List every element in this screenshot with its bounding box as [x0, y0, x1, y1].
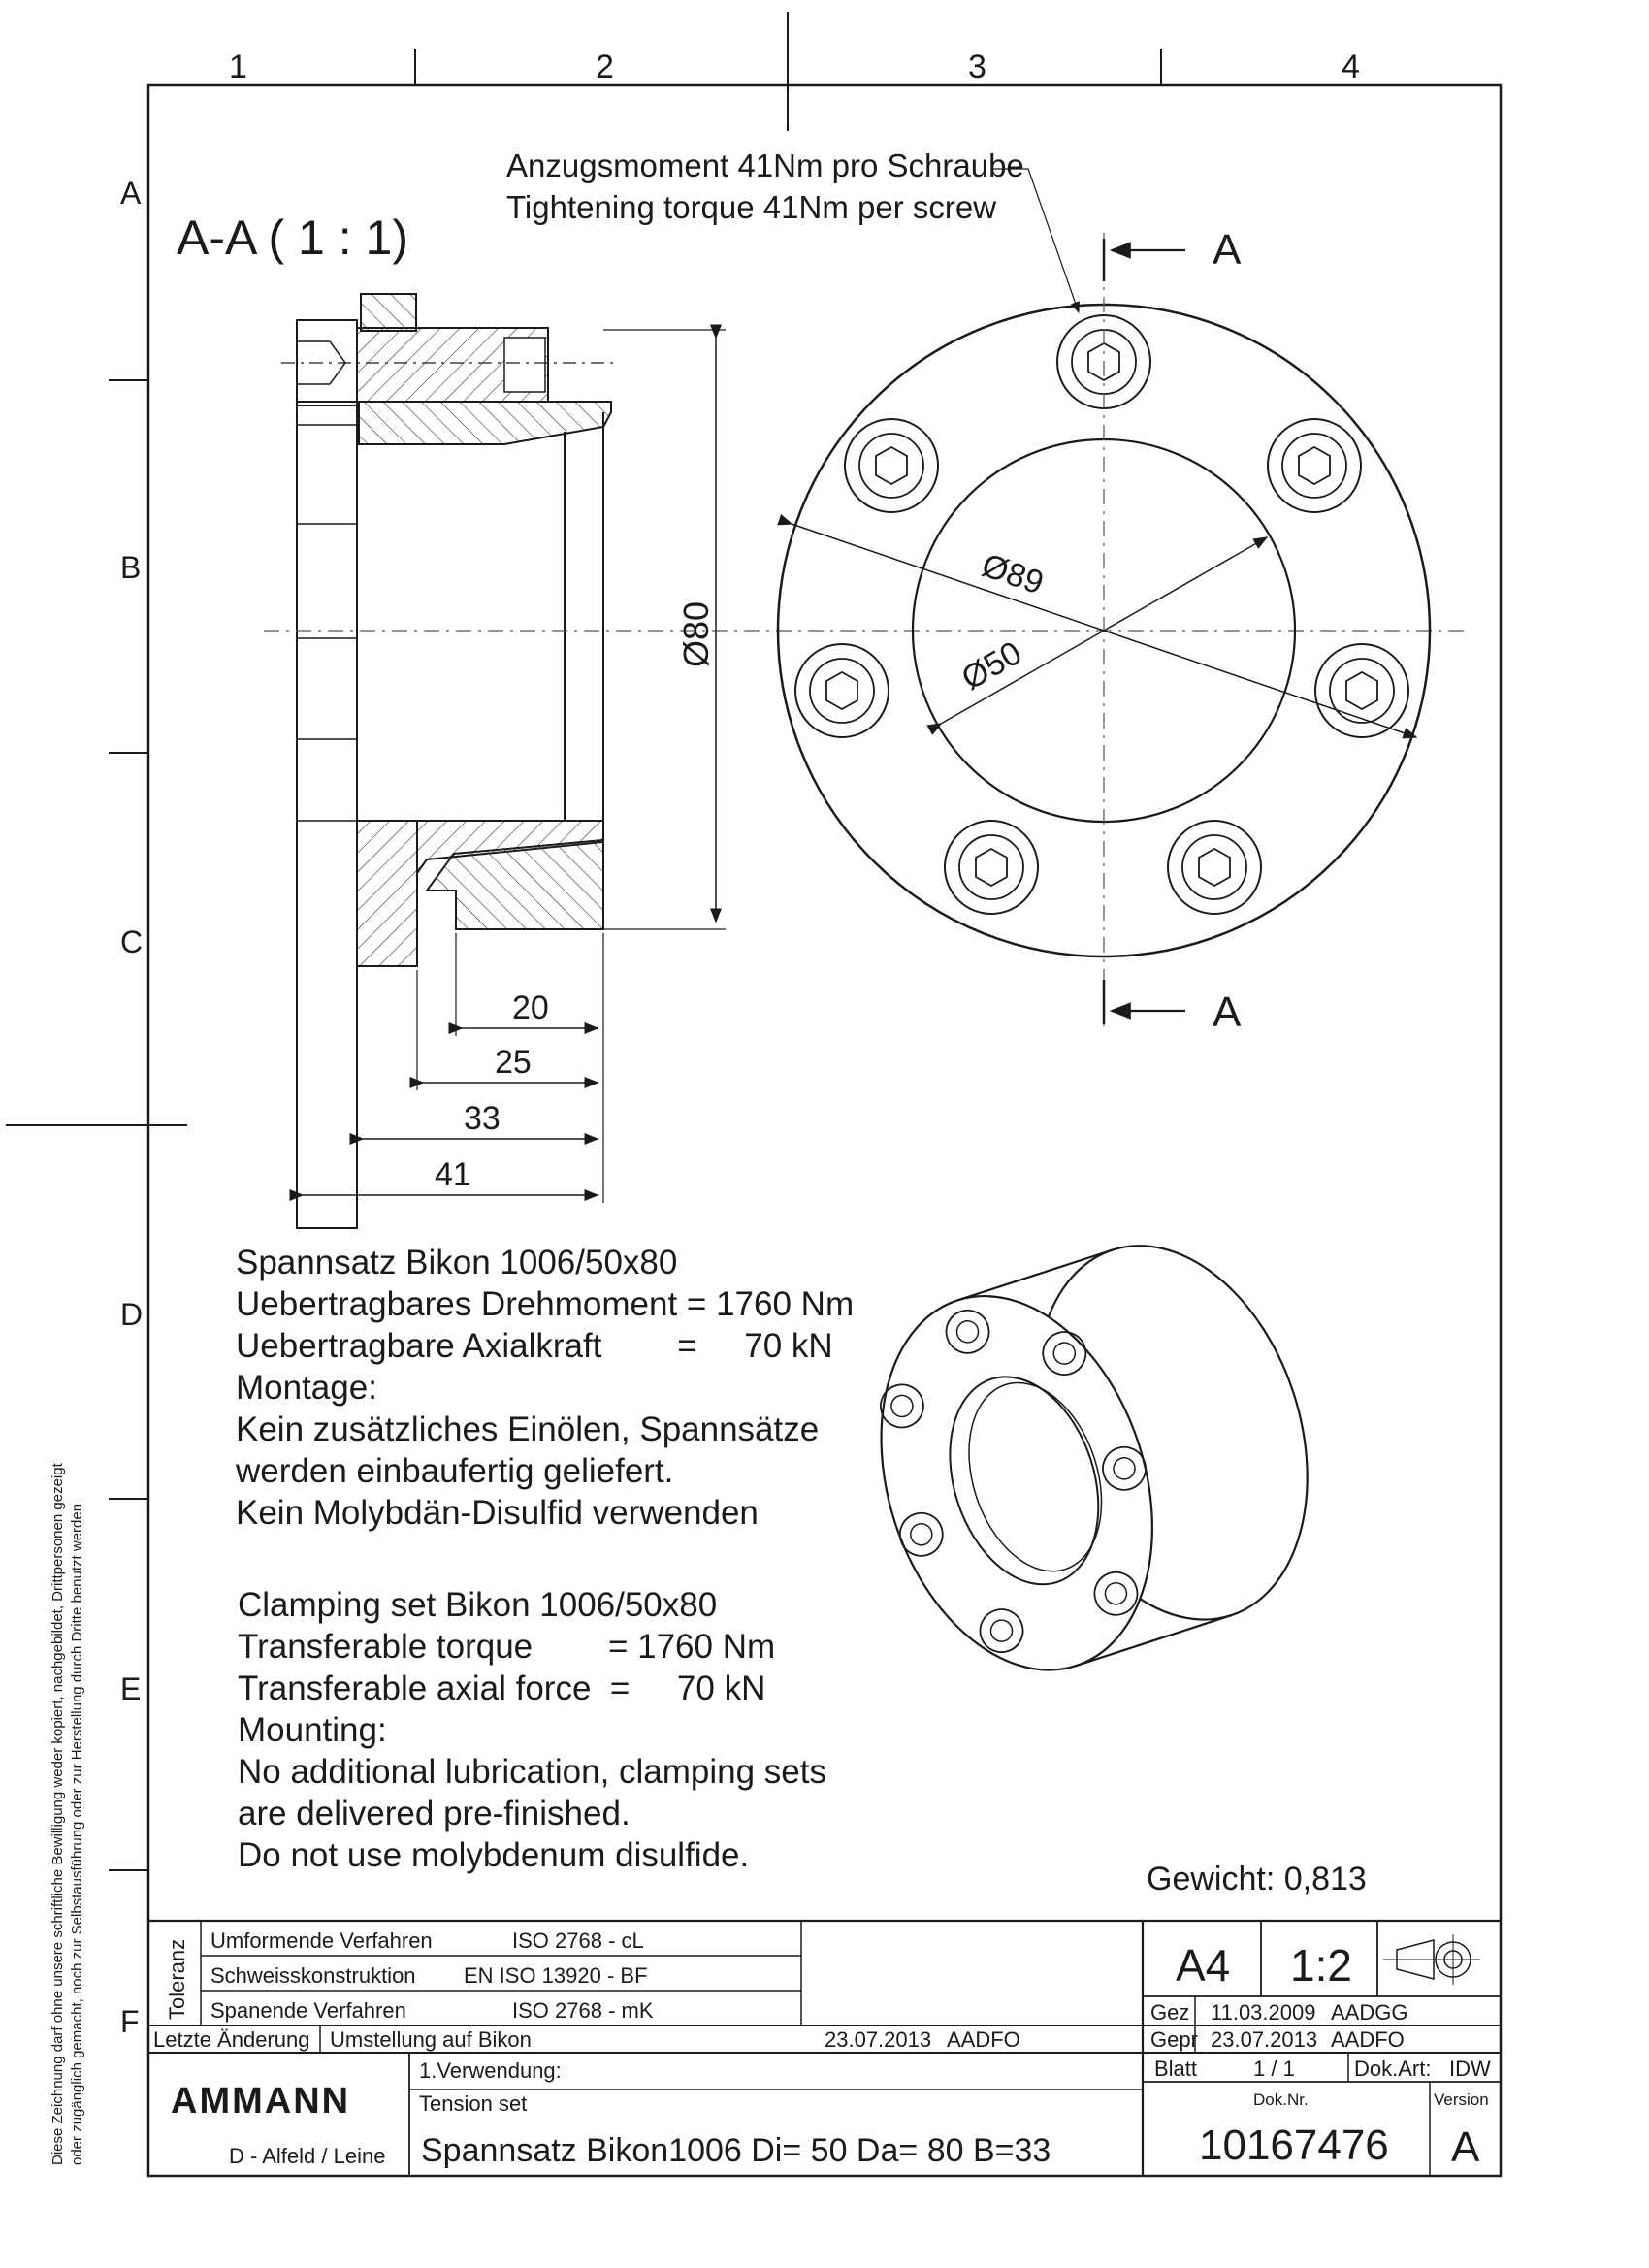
scale-value: 1:2 [1290, 1940, 1352, 1991]
isometric-view [835, 1211, 1352, 1705]
notes-english [238, 1584, 826, 1876]
bolt-head [795, 644, 889, 737]
version-label: Version [1434, 2090, 1489, 2109]
copyright-line-2: oder zugänglich gemacht, noch zur Selbstausführung oder zur Herstellung durch Dritte benutzt werden [69, 1503, 85, 2165]
bolt-head [845, 419, 938, 512]
grid-row-f: F [120, 2004, 140, 2039]
grid-col-1: 1 [229, 49, 247, 85]
notes-german [236, 1242, 854, 1534]
torque-note-en: Tightening torque 41Nm per screw [506, 189, 997, 225]
doknr-value: 10167476 [1199, 2122, 1389, 2169]
note-de-line: Spannsatz Bikon 1006/50x80 [236, 1244, 678, 1281]
dim-outer-diameter [603, 330, 726, 929]
dim-25: 25 [495, 1044, 532, 1081]
last-change-text: Umstellung auf Bikon [330, 2027, 532, 2052]
dim-bolt-circle-label: Ø89 [977, 546, 1049, 602]
toleranz-label: Toleranz [165, 1938, 189, 2020]
gez-date: 11.03.2009 [1211, 2000, 1316, 2025]
note-en-line: Do not use molybdenum disulfide. [238, 1836, 750, 1874]
grid-col-4: 4 [1342, 49, 1360, 85]
weight-label: Gewicht: 0,813 [1147, 1861, 1367, 1897]
blatt-label: Blatt [1154, 2057, 1198, 2081]
dim-outer-dia-label: Ø80 [676, 600, 716, 667]
grid-row-e: E [120, 1671, 142, 1706]
tol-method-3: Spanende Verfahren [210, 1998, 406, 2023]
note-en-line: Transferable axial force = 70 kN [238, 1669, 766, 1707]
grid-col-3: 3 [968, 49, 986, 85]
company-location: D - Alfeld / Leine [229, 2144, 386, 2168]
last-change-date: 23.07.2013 [824, 2027, 932, 2052]
projection-symbol-icon [1383, 1934, 1480, 1985]
blatt-value: 1 / 1 [1253, 2057, 1295, 2081]
grid-row-b: B [120, 550, 142, 585]
doknr-label: Dok.Nr. [1253, 2090, 1309, 2109]
gepr-user: AADFO [1331, 2027, 1405, 2052]
grid-row-labels [120, 176, 143, 2039]
last-change-label: Letzte Änderung [153, 2027, 310, 2052]
note-de-line: Kein zusätzliches Einölen, Spannsätze [236, 1410, 820, 1448]
tol-standard-1: ISO 2768 - cL [512, 1928, 644, 1953]
format-value: A4 [1176, 1940, 1231, 1991]
bolt-head [1168, 821, 1261, 914]
copyright-note [49, 1462, 85, 2165]
section-view [264, 294, 1465, 1228]
grid-row-d: D [120, 1297, 144, 1332]
dokart-label: Dok.Art: [1354, 2057, 1432, 2081]
note-en-line: No additional lubrication, clamping sets [238, 1753, 826, 1791]
grid-row-c: C [120, 924, 144, 959]
copyright-line-1: Diese Zeichnung darf ohne unsere schriftliche Bewilligung weder kopiert, nachgebildet, Drittpersonen gezeigt [49, 1463, 66, 2165]
bolt-head [1315, 644, 1408, 737]
dim-33: 33 [464, 1100, 501, 1137]
usage-label: 1.Verwendung: [419, 2058, 562, 2083]
gepr-date: 23.07.2013 [1211, 2027, 1318, 2052]
version-value: A [1451, 2123, 1480, 2171]
grid-column-labels [229, 49, 1360, 85]
bolt-head [1268, 419, 1361, 512]
drawing-title: Spannsatz Bikon1006 Di= 50 Da= 80 B=33 [421, 2132, 1051, 2169]
torque-note-de: Anzugsmoment 41Nm pro Schraube [506, 147, 1024, 183]
bolt-head [945, 821, 1038, 914]
note-de-line: Montage: [236, 1369, 377, 1407]
tol-method-1: Umformende Verfahren [210, 1928, 433, 1953]
tol-standard-3: ISO 2768 - mK [512, 1998, 654, 2023]
gez-label: Gez [1150, 2000, 1190, 2025]
dims-axial [297, 933, 603, 1203]
company-logo: AMMANN [171, 2081, 351, 2122]
dim-inner-dia-label: Ø50 [955, 633, 1028, 697]
title-block [148, 1921, 1501, 2176]
gez-user: AADGG [1331, 2000, 1408, 2025]
drawing-subtitle: Tension set [419, 2091, 528, 2116]
section-marker-bottom: A [1212, 988, 1242, 1036]
torque-annotation [506, 147, 1079, 312]
note-en-line: Transferable torque = 1760 Nm [238, 1628, 776, 1666]
note-de-line: werden einbaufertig geliefert. [236, 1452, 674, 1490]
dim-20: 20 [512, 989, 549, 1026]
dokart-value: IDW [1449, 2057, 1491, 2081]
note-de-line: Kein Molybdän-Disulfid verwenden [236, 1494, 759, 1532]
section-marker-top: A [1212, 226, 1242, 274]
tol-method-2: Schweisskonstruktion [210, 1963, 416, 1988]
grid-col-2: 2 [596, 49, 614, 85]
note-de-line: Uebertragbare Axialkraft = 70 kN [236, 1327, 833, 1365]
gepr-label: Gepr [1150, 2027, 1198, 2052]
tol-standard-2: EN ISO 13920 - BF [464, 1963, 648, 1988]
note-en-line: Clamping set Bikon 1006/50x80 [238, 1586, 718, 1624]
dim-41: 41 [435, 1156, 471, 1193]
section-title: A-A ( 1 : 1) [177, 211, 408, 265]
grid-row-a: A [120, 176, 142, 211]
last-change-user: AADFO [947, 2027, 1020, 2052]
note-de-line: Uebertragbares Drehmoment = 1760 Nm [236, 1285, 855, 1323]
note-en-line: Mounting: [238, 1711, 387, 1749]
note-en-line: are delivered pre-finished. [238, 1795, 630, 1832]
